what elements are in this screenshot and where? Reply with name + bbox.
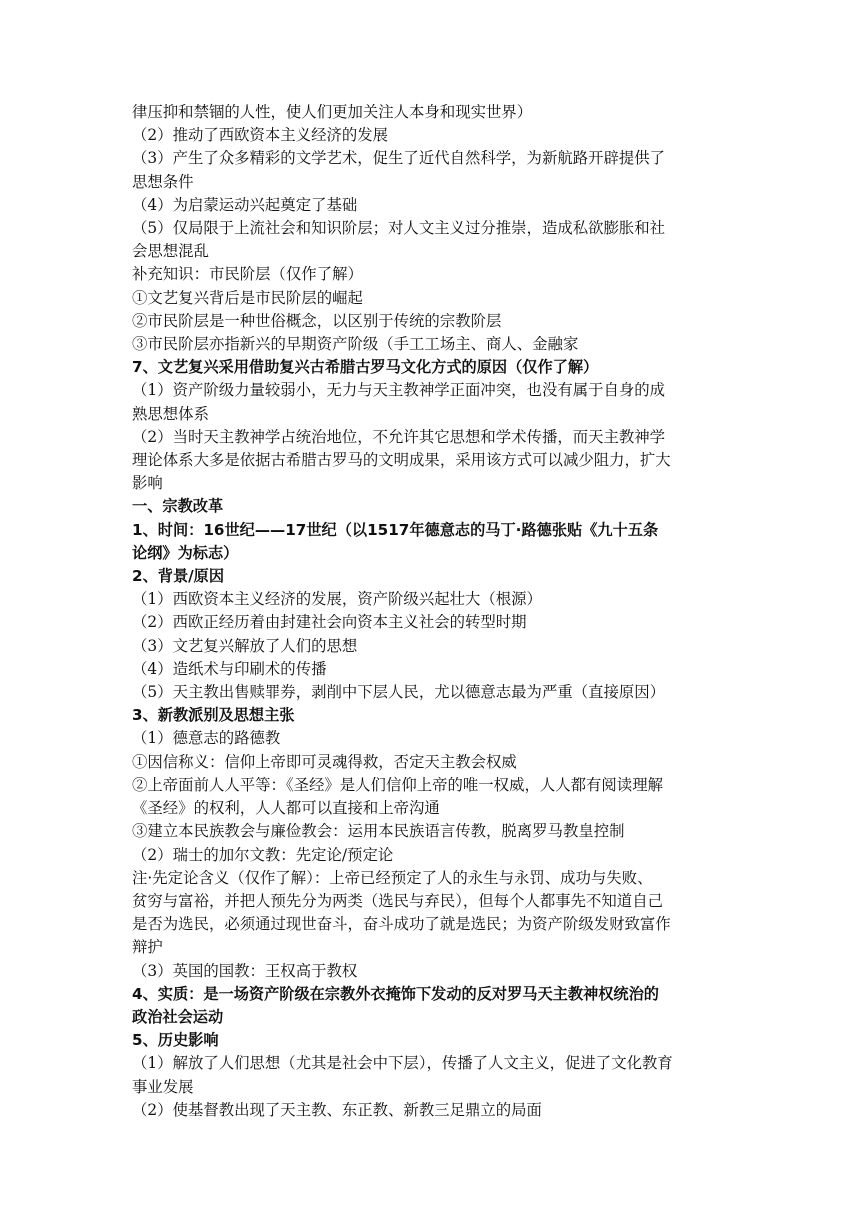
text-line: 《圣经》的权利，人人都可以直接和上帝沟通 xyxy=(132,799,440,818)
text-line: （3）文艺复兴解放了人们的思想 xyxy=(132,636,358,655)
text-line: 熟思想体系 xyxy=(132,404,209,423)
text-line: 辩护 xyxy=(132,938,163,957)
text-line: ③市民阶层亦指新兴的早期资产阶级（手工工场主、商人、金融家 xyxy=(132,335,579,354)
text-line: （1）解放了人们思想（尤其是社会中下层），传播了人文主义，促进了文化教育 xyxy=(132,1054,673,1073)
section-heading: 4、实质：是一场资产阶级在宗教外衣掩饰下发动的反对罗马天主教神权统治的 xyxy=(132,984,659,1003)
text-line: （2）瑞士的加尔文教：先定论/预定论 xyxy=(132,845,394,864)
section-heading: 1、时间：16世纪——17世纪（以1517年德意志的马丁·路德张贴《九十五条 xyxy=(132,520,659,539)
text-line: ①文艺复兴背后是市民阶层的崛起 xyxy=(132,288,363,307)
text-line: 理论体系大多是依据古希腊古罗马的文明成果，采用该方式可以减少阻力，扩大 xyxy=(132,451,671,470)
text-line: ①因信称义：信仰上帝即可灵魂得救，否定天主教会权威 xyxy=(132,752,517,771)
text-line: ③建立本民族教会与廉俭教会：运用本民族语言传教，脱离罗马教皇控制 xyxy=(132,822,625,841)
text-line: （5）天主教出售赎罪券，剥削中下层人民，尤以德意志最为严重（直接原因） xyxy=(132,683,666,702)
text-line: 补充知识：市民阶层（仅作了解） xyxy=(132,265,363,284)
section-heading: 论纲》为标志） xyxy=(132,543,239,562)
text-line: （1）西欧资本主义经济的发展，资产阶级兴起壮大（根源） xyxy=(132,590,542,609)
text-line: （2）推动了西欧资本主义经济的发展 xyxy=(132,126,389,145)
text-line: ②上帝面前人人平等：《圣经》是人们信仰上帝的唯一权威，人人都有阅读理解 xyxy=(132,775,663,794)
text-line: （3）产生了众多精彩的文学艺术，促生了近代自然科学，为新航路开辟提供了 xyxy=(132,149,666,168)
text-line: （1）资产阶级力量较弱小，无力与天主教神学正面冲突，也没有属于自身的成 xyxy=(132,381,666,400)
text-line: 贫穷与富裕，并把人预先分为两类（选民与弃民），但每个人都事先不知道自己 xyxy=(132,891,663,910)
text-line: （2）当时天主教神学占统治地位，不允许其它思想和学术传播，而天主教神学 xyxy=(132,427,666,446)
text-line: 思想条件 xyxy=(132,172,194,191)
text-line: ②市民阶层是一种世俗概念，以区别于传统的宗教阶层 xyxy=(132,311,502,330)
text-line: （1）德意志的路德教 xyxy=(132,729,281,748)
text-line: （4）造纸术与印刷术的传播 xyxy=(132,659,327,678)
text-line: 是否为选民，必须通过现世奋斗，奋斗成功了就是选民；为资产阶级发财致富作 xyxy=(132,915,671,934)
text-line: 注·先定论含义（仅作了解）：上帝已经预定了人的永生与永罚、成功与失败、 xyxy=(132,868,653,887)
text-line: 律压抑和禁锢的人性，使人们更加关注人本身和现实世界） xyxy=(132,103,533,121)
text-line: （3）英国的国教：王权高于教权 xyxy=(132,961,358,980)
section-heading: 7、文艺复兴采用借助复兴古希腊古罗马文化方式的原因（仅作了解） xyxy=(132,358,599,377)
document-page xyxy=(132,101,732,1122)
text-line: 事业发展 xyxy=(132,1077,194,1096)
text-line: 会思想混乱 xyxy=(132,242,209,261)
text-line: （4）为启蒙运动兴起奠定了基础 xyxy=(132,195,358,214)
text-line: （2）使基督教出现了天主教、东正教、新教三足鼎立的局面 xyxy=(132,1100,542,1119)
section-heading: 3、新教派别及思想主张 xyxy=(132,706,295,725)
section-heading: 5、历史影响 xyxy=(132,1031,219,1050)
chapter-heading: 一、宗教改革 xyxy=(132,497,224,516)
section-heading: 2、背景/原因 xyxy=(132,567,225,586)
text-line: （5）仅局限于上流社会和知识阶层；对人文主义过分推崇，造成私欲膨胀和社 xyxy=(132,219,666,238)
text-line: 影响 xyxy=(132,474,163,493)
text-line: （2）西欧正经历着由封建社会向资本主义社会的转型时期 xyxy=(132,613,527,632)
section-heading: 政治社会运动 xyxy=(132,1007,224,1026)
